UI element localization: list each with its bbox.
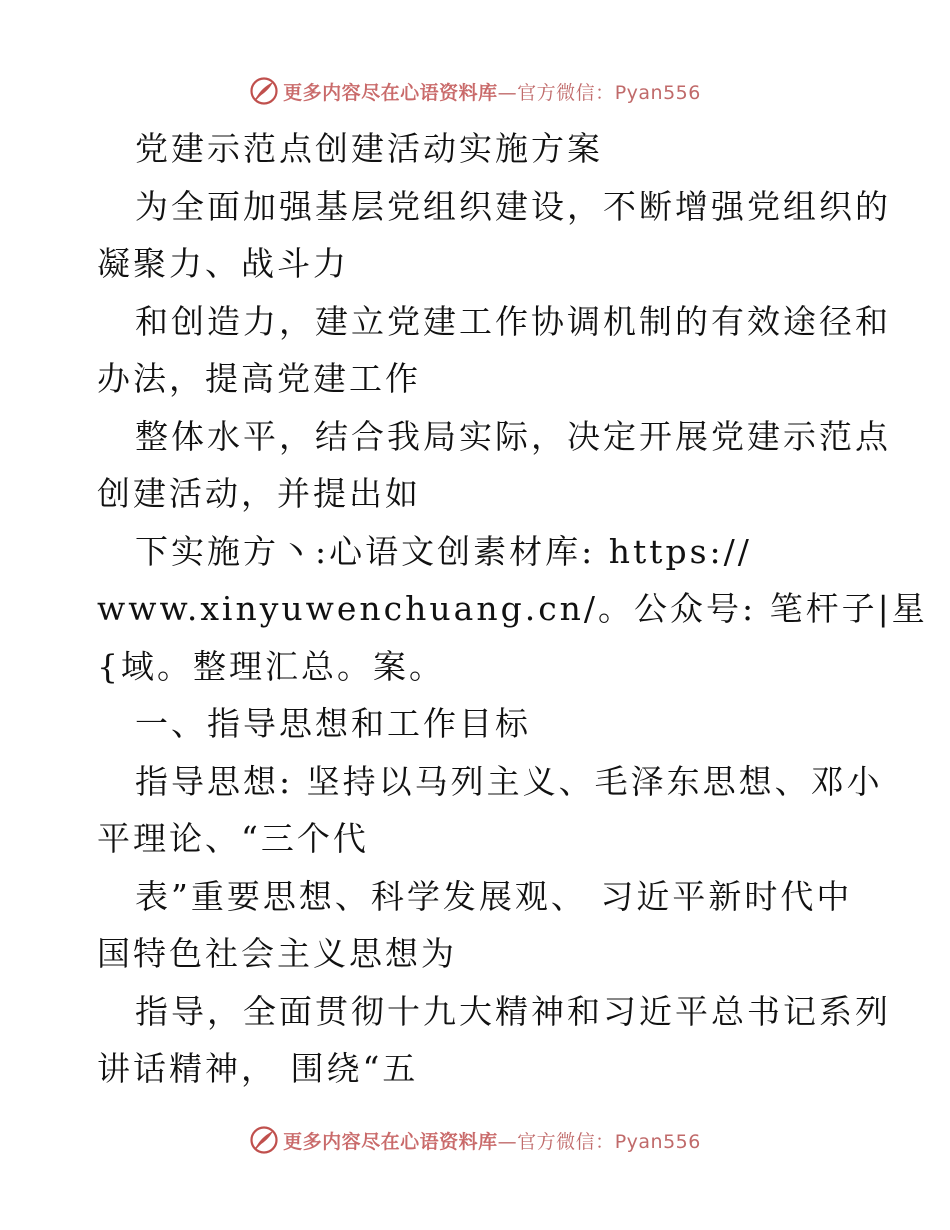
header-banner-wechat: 官方微信： [517, 81, 615, 104]
text-line-content: 党建示范点创建活动实施方案 [135, 129, 603, 168]
header-banner-dash: — [497, 81, 518, 104]
text-line-content: {域。整理汇总。案。 [97, 646, 445, 686]
text-line [97, 178, 891, 236]
text-line [97, 695, 857, 753]
text-line-content: 一、指导思想和工作目标 [135, 704, 531, 743]
text-line [97, 408, 891, 466]
text-line-content: 讲话精神， 围绕“五 [97, 1049, 419, 1088]
quill-pen-logo-icon [249, 1125, 279, 1155]
text-line-content: 指导思想: 坚持以马列主义、毛泽东思想、邓小 [135, 761, 883, 801]
text-line [97, 235, 857, 293]
text-line [97, 810, 857, 868]
footer-watermark-banner [0, 1120, 950, 1160]
text-line [97, 523, 857, 581]
header-banner-main: 更多内容尽在心语资料库 [283, 81, 498, 104]
document-body [97, 120, 928, 1098]
text-line-content: 为全面加强基层党组织建设，不断增强党组织的 [135, 186, 891, 226]
text-line-content: 整体水平，结合我局实际，决定开展党建示范点 [135, 416, 891, 456]
text-line-content: www.xinyuwenchuang.cn/。公众号: 笔杆子|星 [97, 589, 928, 628]
text-line [97, 753, 883, 811]
text-line-content: 凝聚力、战斗力 [97, 244, 349, 283]
header-watermark-banner [0, 71, 950, 111]
text-line [97, 350, 857, 408]
text-line [97, 638, 857, 696]
text-line-content: 平理论、“三个代 [97, 819, 369, 858]
text-line [97, 120, 857, 178]
text-line-content: 表”重要思想、科学发展观、 习近平新时代中 [135, 876, 853, 916]
text-line-content: 创建活动，并提出如 [97, 474, 421, 513]
header-banner-id: Pyan556 [614, 81, 701, 104]
text-line [97, 580, 928, 638]
text-line-content: 国特色社会主义思想为 [97, 934, 457, 973]
footer-banner-wechat: 官方微信： [517, 1130, 615, 1153]
text-line [97, 465, 857, 523]
text-line-content: 办法，提高党建工作 [97, 359, 421, 398]
text-line-content: 指导，全面贯彻十九大精神和习近平总书记系列 [135, 991, 891, 1031]
text-line-content: 下实施方丶:心语文创素材库: https:// [135, 531, 752, 571]
text-line [97, 293, 891, 351]
footer-banner-main: 更多内容尽在心语资料库 [283, 1130, 498, 1153]
text-line [97, 1040, 857, 1098]
quill-pen-logo-icon [249, 76, 279, 106]
text-line-content: 和创造力，建立党建工作协调机制的有效途径和 [135, 301, 891, 341]
footer-banner-id: Pyan556 [614, 1130, 701, 1153]
footer-banner-dash: — [497, 1130, 518, 1153]
header-watermark-text [283, 78, 701, 105]
text-line [97, 868, 857, 926]
text-line [97, 983, 891, 1041]
footer-watermark-text [283, 1127, 701, 1154]
text-line [97, 925, 857, 983]
